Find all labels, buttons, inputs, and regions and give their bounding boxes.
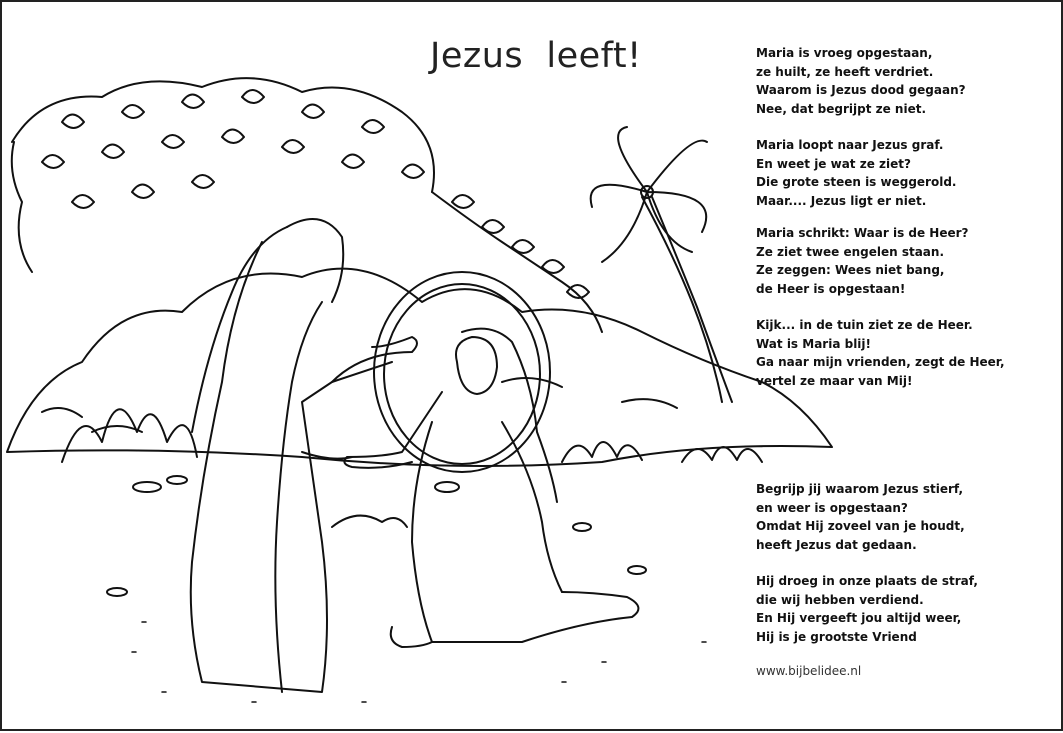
poem-line: Nee, dat begrijpt ze niet. <box>756 101 927 116</box>
poem-line: heeft Jezus dat gedaan. <box>756 537 917 552</box>
poem-line: Waarom is Jezus dood gegaan? <box>756 83 966 97</box>
poem-line: Wat is Maria blij! <box>756 336 872 351</box>
poem-line: Maria is vroeg opgestaan, <box>756 46 933 60</box>
poem-stanza-2 <box>756 136 1056 210</box>
poem-line: de Heer is opgestaan! <box>756 281 906 296</box>
poem-stanza-6 <box>756 572 1056 646</box>
poem-line: Omdat Hij zoveel van je houdt, <box>756 519 965 533</box>
palm-tree <box>591 127 732 402</box>
poem-line: en weer is opgestaan? <box>756 500 908 515</box>
poem-line: Kijk... in de tuin ziet ze de Heer. <box>756 318 973 332</box>
poem-line: Ze ziet twee engelen staan. <box>756 244 945 259</box>
poem-line: En weet je wat ze ziet? <box>756 156 911 171</box>
tree-canopy <box>12 78 434 272</box>
poem-line: Maria loopt naar Jezus graf. <box>756 138 944 152</box>
poem-line: Begrijp jij waarom Jezus stierf, <box>756 482 964 496</box>
poem-stanza-4 <box>756 316 1056 390</box>
poem-line: Maria schrikt: Waar is de Heer? <box>756 226 969 240</box>
poem-line: Die grote steen is weggerold. <box>756 175 957 189</box>
poem-line: En Hij vergeeft jou altijd weer, <box>756 611 962 625</box>
poem-stanza-5 <box>756 480 1056 554</box>
poem-stanza-3 <box>756 224 1056 298</box>
poem-line: Ga naar mijn vrienden, zegt de Heer, <box>756 355 1005 369</box>
mary-figure <box>344 329 638 647</box>
poem-line: Ze zeggen: Wees niet bang, <box>756 263 945 277</box>
poem-stanza-1 <box>756 44 1056 118</box>
poem-line: die wij hebben verdiend. <box>756 592 924 607</box>
website-credit: www.bijbelidee.nl <box>756 664 862 678</box>
poem-line: Hij droeg in onze plaats de straf, <box>756 574 978 588</box>
poem-line: Hij is je grootste Vriend <box>756 629 917 644</box>
poem-line: Maar.... Jezus ligt er niet. <box>756 193 927 208</box>
poem-line: ze huilt, ze heeft verdriet. <box>756 64 934 79</box>
poem-line: vertel ze maar van Mij! <box>756 373 913 388</box>
page-title: Jezus leeft! <box>430 36 642 76</box>
